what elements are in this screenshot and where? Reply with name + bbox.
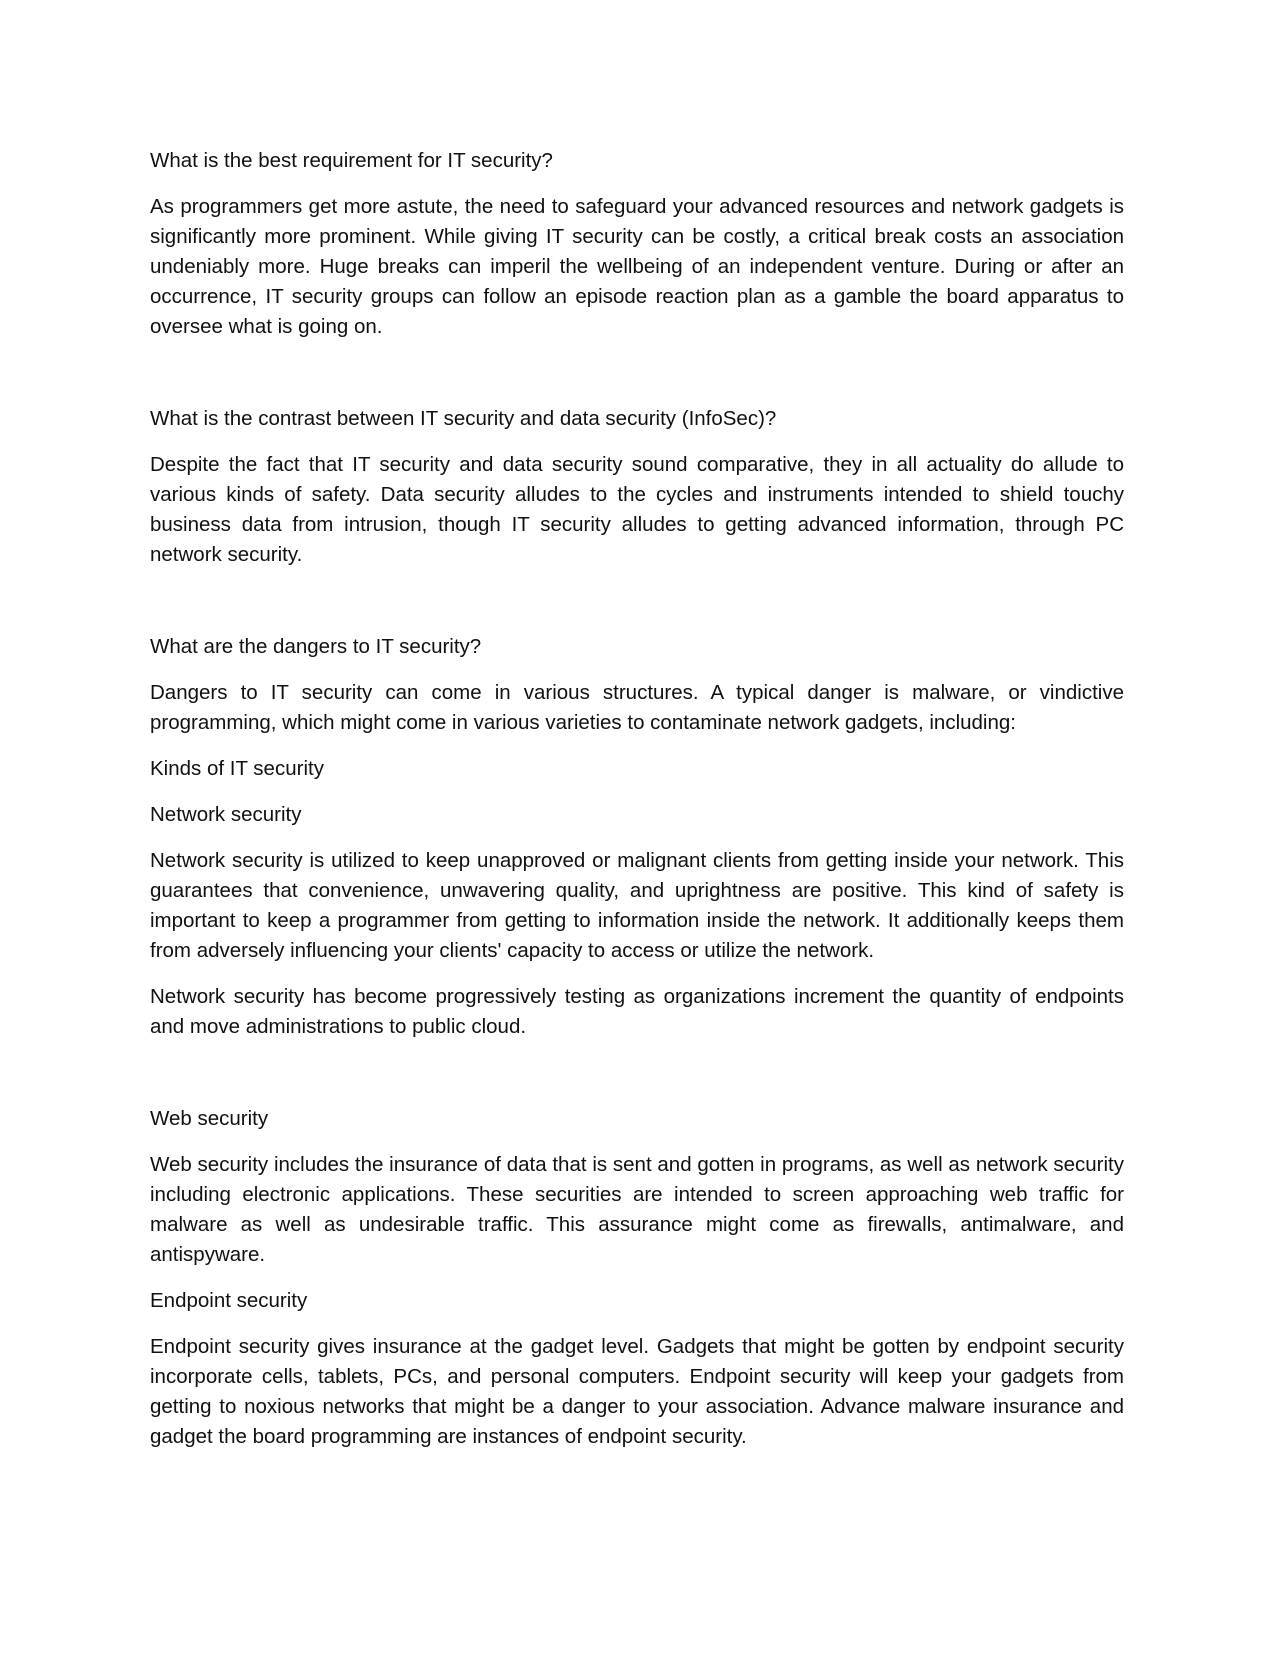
paragraph-contrast: Despite the fact that IT security and data security sound comparative, they in all actuality do allude to various kinds of safety. Data security alludes to the cycles and instruments intended to shield touchy business data from intrusion, though IT security alludes to getting advanced information, through PC network security. [150,453,1124,566]
paragraph-dangers: Dangers to IT security can come in various structures. A typical danger is malware, or vindictive programming, which might come in various varieties to contaminate network gadgets, including: [150,681,1124,734]
section-heading-kinds: Kinds of IT security [150,757,324,780]
spacer [150,358,1124,404]
paragraph-endpoint-security: Endpoint security gives insurance at the gadget level. Gadgets that might be gotten by endpoint security incorporate cells, tablets, PCs, and personal computers. Endpoint security will keep your gadgets from getting to noxious networks that might be a danger to your association. Advance malware insurance and gadget the board programming are instances of endpoint security. [150,1335,1124,1448]
section-heading-network-security: Network security [150,803,302,826]
section-heading-web-security: Web security [150,1107,269,1130]
section-heading-best-requirement: What is the best requirement for IT security? [150,149,553,172]
spacer [150,1058,1124,1104]
section-heading-dangers: What are the dangers to IT security? [150,635,482,658]
section-heading-contrast: What is the contrast between IT security and data security (InfoSec)? [150,407,777,430]
paragraph-web-security: Web security includes the insurance of data that is sent and gotten in programs, as well as network security including electronic applications. These securities are intended to screen approaching web traffic for malware as well as undesirable traffic. This assurance might come as firewalls, antimalware, and antispyware. [150,1153,1124,1266]
spacer [150,586,1124,632]
section-heading-endpoint-security: Endpoint security [150,1289,308,1312]
paragraph-network-security-2: Network security has become progressively testing as organizations increment the quantity of endpoints and move administrations to public cloud. [150,985,1124,1038]
paragraph-best-requirement: As programmers get more astute, the need to safeguard your advanced resources and network gadgets is significantly more prominent. While giving IT security can be costly, a critical break costs an association undeniably more. Huge breaks can imperil the wellbeing of an independent venture. During or after an occurrence, IT security groups can follow an episode reaction plan as a gamble the board apparatus to oversee what is going on. [150,195,1124,338]
document-page [150,146,1124,1468]
paragraph-network-security-1: Network security is utilized to keep unapproved or malignant clients from getting inside your network. This guarantees that convenience, unwavering quality, and uprightness are positive. This kind of safety is important to keep a programmer from getting to information inside the network. It additionally keeps them from adversely influencing your clients' capacity to access or utilize the network. [150,849,1124,962]
